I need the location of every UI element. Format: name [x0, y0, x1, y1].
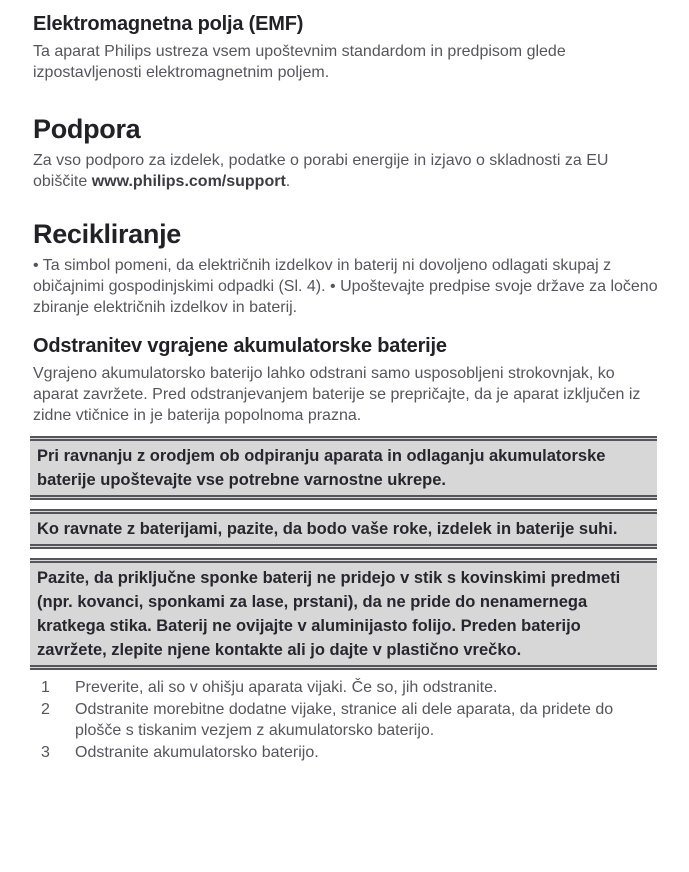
support-url-text: www.philips.com/support: [91, 173, 286, 190]
warning-text-dry-hands: Ko ravnate z baterijami, pazite, da bodo vaše roke, izdelek in baterije suhi.: [37, 520, 618, 538]
warning-text-short-circuit: Pazite, da priključne sponke baterij ne pridejo v stik s kovinskimi predmeti (npr. kovanci, sponkami za lase, prstani), da ne pride do nenamernega kratkega stika. Baterij ne ovijajte v aluminijasto folijo. Preden baterijo zavržete, zlepite njene kontakte ali jo dajte v plastično vrečko.: [37, 569, 621, 659]
step-text: Preverite, ali so v ohišju aparata vijaki. Če so, jih odstranite.: [75, 679, 498, 696]
list-item: [33, 699, 658, 741]
warning-text-tools: Pri ravnanju z orodjem ob odpiranju aparata in odlaganju akumulatorske baterije upoštevajte vse potrebne varnostne ukrepe.: [37, 447, 606, 489]
list-item: [33, 677, 658, 698]
section-body-emf: Ta aparat Philips ustreza vsem upoštevnim standardom in predpisom glede izpostavljenosti elektromagnetnim poljem.: [33, 43, 566, 81]
podpora-text-post: .: [285, 173, 291, 190]
step-number: 3: [41, 744, 50, 761]
section-body-podpora: [33, 150, 658, 192]
section-heading-recikliranje: Recikliranje: [33, 219, 181, 249]
section-heading-emf: Elektromagnetna polja (EMF): [33, 13, 304, 35]
battery-removal-steps: [33, 677, 658, 763]
section-heading-podpora: Podpora: [33, 114, 141, 144]
podpora-text-pre: Za vso podporo za izdelek, podatke o porabi energije in izjavo o skladnosti za EU obiščite: [33, 152, 609, 190]
warning-box-dry-hands: [30, 509, 657, 549]
list-item: [33, 742, 658, 763]
section-heading-odstranitev: Odstranitev vgrajene akumulatorske baterije: [33, 335, 447, 357]
warning-box-tools: [30, 436, 657, 500]
step-text: Odstranite morebitne dodatne vijake, stranice ali dele aparata, da pridete do plošče s tiskanim vezjem z akumulatorsko baterijo.: [75, 701, 614, 739]
section-body-recikliranje: • Ta simbol pomeni, da električnih izdelkov in baterij ni dovoljeno odlagati skupaj z običajnimi gospodinjskimi odpadki (Sl. 4). • Upoštevajte predpise svoje države za ločeno zbiranje električnih izdelkov in baterij.: [33, 257, 658, 316]
section-body-odstranitev: Vgrajeno akumulatorsko baterijo lahko odstrani samo usposobljeni strokovnjak, ko aparat zavržete. Pred odstranjevanjem baterije se prepričajte, da je aparat izključen iz zidne vtičnice in je baterija popolnoma prazna.: [33, 365, 641, 424]
warning-box-short-circuit: [30, 558, 657, 670]
step-number: 1: [41, 679, 50, 696]
step-text: Odstranite akumulatorsko baterijo.: [75, 744, 319, 761]
step-number: 2: [41, 701, 50, 718]
